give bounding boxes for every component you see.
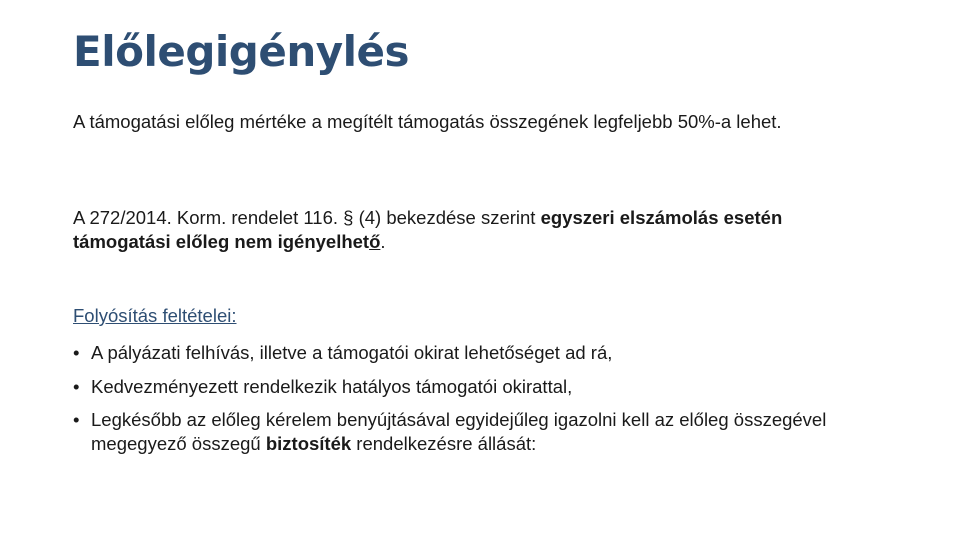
bullet-icon: •: [73, 375, 80, 397]
bullet-icon: •: [73, 409, 80, 430]
conditions-list: [73, 341, 873, 466]
list-item-trail-text: rendelkezésre állását:: [351, 433, 537, 454]
bullet-icon: •: [73, 342, 80, 363]
page-title: Előlegigénylés: [73, 27, 409, 76]
list-item-text: Kedvezményezett rendelkezik hatályos támogatói okirattal,: [91, 375, 573, 397]
regulation-trail-text: .: [380, 231, 386, 252]
advance-limit-paragraph: A támogatási előleg mértéke a megítélt támogatás összegének legfeljebb 50%-a lehet.: [73, 111, 782, 132]
conditions-heading: Folyósítás feltételei:: [73, 305, 237, 326]
list-item: [73, 408, 873, 456]
list-item: [73, 375, 873, 399]
regulation-paragraph: [73, 206, 873, 254]
list-item: [73, 341, 873, 365]
list-item-bold-text: biztosíték: [265, 433, 352, 454]
regulation-bold-text: egyszeri elszámolás esetén támogatási előleg nem igényelhető: [73, 207, 783, 252]
regulation-underlined-char: ő: [369, 231, 381, 252]
list-item-text: A pályázati felhívás, illetve a támogatói okirat lehetőséget ad rá,: [91, 342, 613, 363]
regulation-lead-text: A 272/2014. Korm. rendelet 116. § (4) bekezdése szerint: [73, 207, 541, 228]
list-item-lead-text: Legkésőbb az előleg kérelem benyújtásával egyidejűleg igazolni kell az előleg összegével megegyező összegű: [91, 409, 827, 454]
